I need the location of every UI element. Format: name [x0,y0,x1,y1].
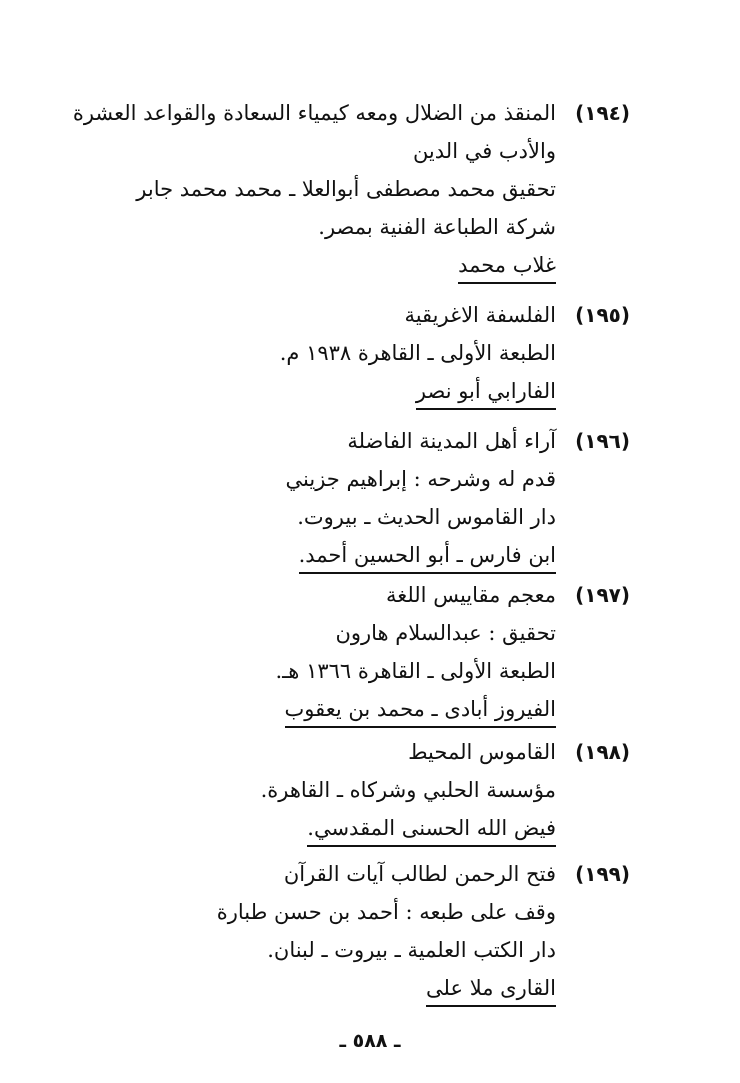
entry-line: معجم مقاييس اللغة [385,583,556,607]
entry-number: (١٩٥) [575,303,630,327]
bibliography-entry [280,296,556,410]
entry-line: دار الكتب العلمية ـ بيروت ـ لبنان. [267,938,556,962]
entry-author-heading: الفارابي أبو نصر [416,376,556,410]
entry-line: فتح الرحمن لطالب آيات القرآن [283,862,556,886]
page-number: ـ ٥٨٨ ـ [339,1030,401,1052]
entry-line: مؤسسة الحلبي وشركاه ـ القاهرة. [260,778,556,802]
entry-author-heading: غلاب محمد [458,250,556,284]
entry-number: (١٩٩) [575,862,630,886]
entry-line: دار القاموس الحديث ـ بيروت. [297,505,556,529]
entry-author-heading: الفيروز أبادى ـ محمد بن يعقوب [285,694,556,728]
entry-number: (١٩٤) [575,101,630,125]
bibliography-entry [275,576,556,728]
entry-line: تحقيق : عبدالسلام هارون [335,621,556,645]
entry-line: قدم له وشرحه : إبراهيم جزيني [285,467,556,491]
entry-line: الفلسفة الاغريقية [404,303,556,327]
entry-number: (١٩٨) [575,740,630,764]
entry-line: القاموس المحيط [408,740,556,764]
entry-author-heading: فيض الله الحسنى المقدسي. [307,813,556,847]
entry-line: وقف على طبعه : أحمد بن حسن طبارة [216,900,556,924]
entry-line: الطبعة الأولى ـ القاهرة ١٣٦٦ هـ. [275,659,556,683]
entry-line: آراء أهل المدينة الفاضلة [347,429,556,453]
entry-author-heading: ابن فارس ـ أبو الحسين أحمد. [299,540,556,574]
entry-number: (١٩٧) [575,583,630,607]
entry-number: (١٩٦) [575,429,630,453]
entry-author-heading: القارى ملا على [426,973,556,1007]
bibliography-entry [73,94,556,284]
entry-line: المنقذ من الضلال ومعه كيمياء السعادة والقواعد العشرة [72,101,556,125]
bibliography-entry [261,733,556,847]
bibliography-entry [217,855,556,1007]
bibliography-entry [286,422,556,574]
entry-line: والأدب في الدين [412,139,556,163]
entry-line: تحقيق محمد مصطفى أبوالعلا ـ محمد محمد جابر [136,177,556,201]
entry-line: شركة الطباعة الفنية بمصر. [318,215,556,239]
entry-line: الطبعة الأولى ـ القاهرة ١٩٣٨ م. [279,341,556,365]
